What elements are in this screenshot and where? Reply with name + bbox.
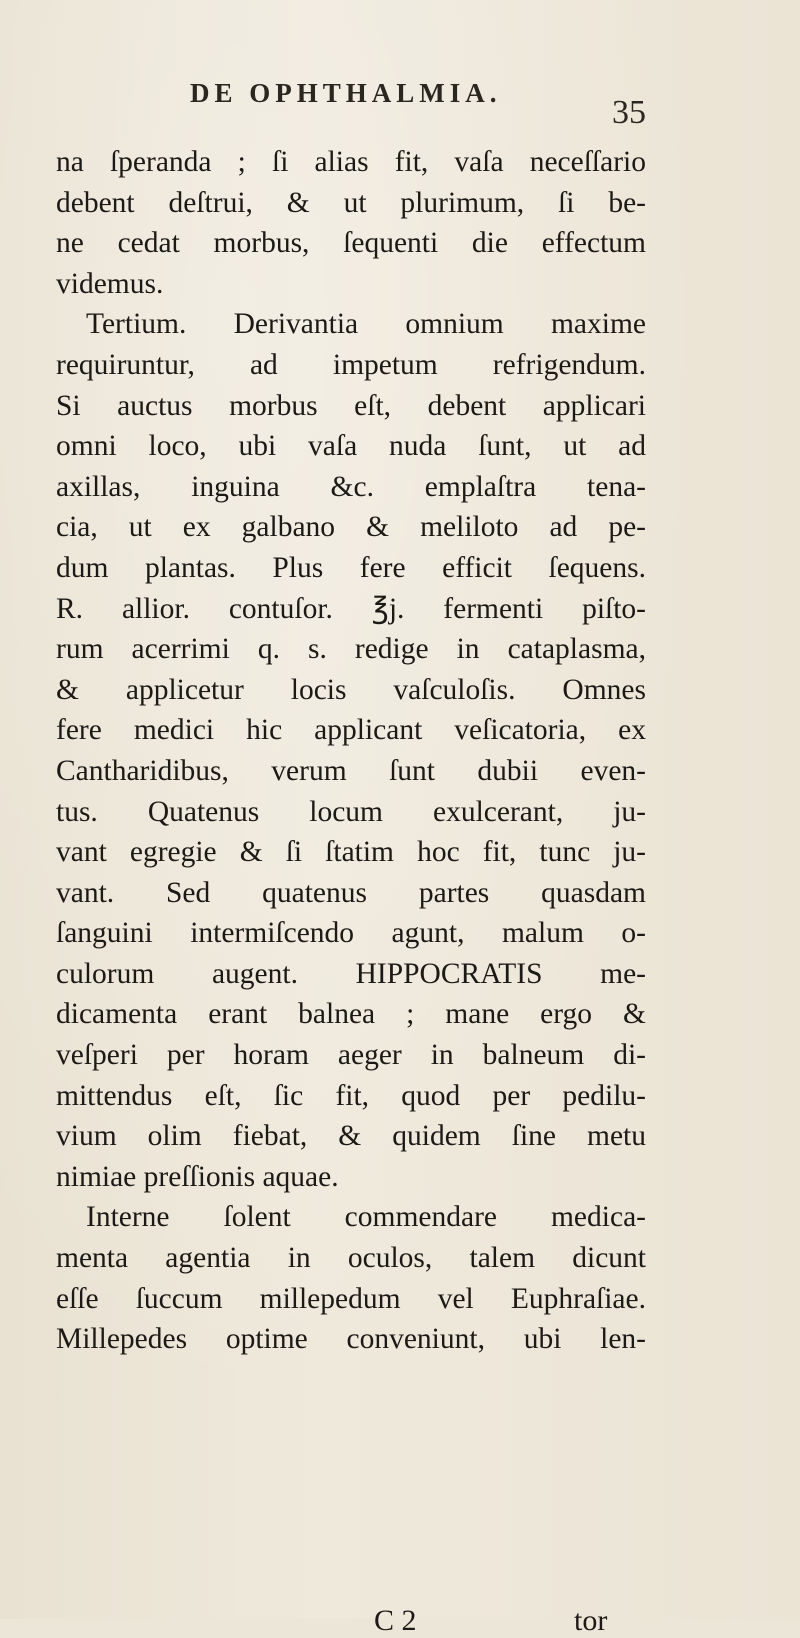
text-line: culorum augent. HIPPOCRATIS me-: [56, 957, 646, 990]
text-line: vant. Sed quatenus partes quasdam: [56, 876, 646, 909]
text-line: requiruntur, ad impetum refrigendum.: [56, 348, 646, 381]
text-line: mittendus eſt, ſic fit, quod per pedilu-: [56, 1079, 646, 1112]
text-line: fere medici hic applicant veſicatoria, ex: [56, 714, 646, 747]
text-line: tus. Quatenus locum exulcerant, ju-: [56, 795, 646, 828]
text-line: videmus.: [56, 267, 164, 300]
text-line: veſperi per horam aeger in balneum di-: [56, 1039, 646, 1072]
text-line: menta agentia in oculos, talem dicunt: [56, 1242, 646, 1275]
text-line: debent deſtrui, & ut plurimum, ſi be-: [56, 186, 646, 219]
text-line: na ſperanda ; ſi alias fit, vaſa neceſſario: [56, 146, 646, 178]
text-line: nimiae preſſionis aquae.: [56, 1160, 339, 1193]
text-line: dicamenta erant balnea ; mane ergo &: [56, 998, 646, 1031]
text-line: Interne ſolent commendare medica-: [86, 1201, 646, 1234]
signature-mark: C 2: [374, 1604, 417, 1637]
text-line: Cantharidibus, verum ſunt dubii even-: [56, 754, 646, 787]
text-line: vium olim fiebat, & quidem ſine metu: [56, 1120, 646, 1153]
text-line: ſanguini intermiſcendo agunt, malum o-: [56, 917, 646, 950]
text-line: & applicetur locis vaſculoſis. Omnes: [56, 673, 646, 706]
text-line: omni loco, ubi vaſa nuda ſunt, ut ad: [56, 430, 646, 463]
text-line: eſſe ſuccum millepedum vel Euphraſiae.: [56, 1282, 646, 1315]
text-line: dum plantas. Plus fere efficit ſequens.: [56, 551, 646, 584]
page-number: 35: [612, 94, 646, 131]
text-line: Millepedes optime conveniunt, ubi len-: [56, 1323, 646, 1356]
body-text: [56, 142, 646, 1360]
text-line: axillas, inguina &c. emplaſtra tena-: [56, 470, 646, 503]
catchword: tor: [574, 1604, 608, 1637]
text-line: rum acerrimi q. s. redige in cataplasma,: [56, 633, 646, 666]
text-line: cia, ut ex galbano & meliloto ad pe-: [56, 511, 646, 544]
running-title: DE OPHTHALMIA.: [190, 78, 502, 108]
text-line: ne cedat morbus, ſequenti die effectum: [56, 227, 646, 260]
text-line: vant egregie & ſi ſtatim hoc fit, tunc ju-: [56, 836, 646, 869]
text-line: Tertium. Derivantia omnium maxime: [86, 308, 646, 341]
text-line: R. allior. contuſor. ℥j. fermenti piſto-: [56, 592, 646, 625]
text-line: Si auctus morbus eſt, debent applicari: [56, 389, 646, 422]
